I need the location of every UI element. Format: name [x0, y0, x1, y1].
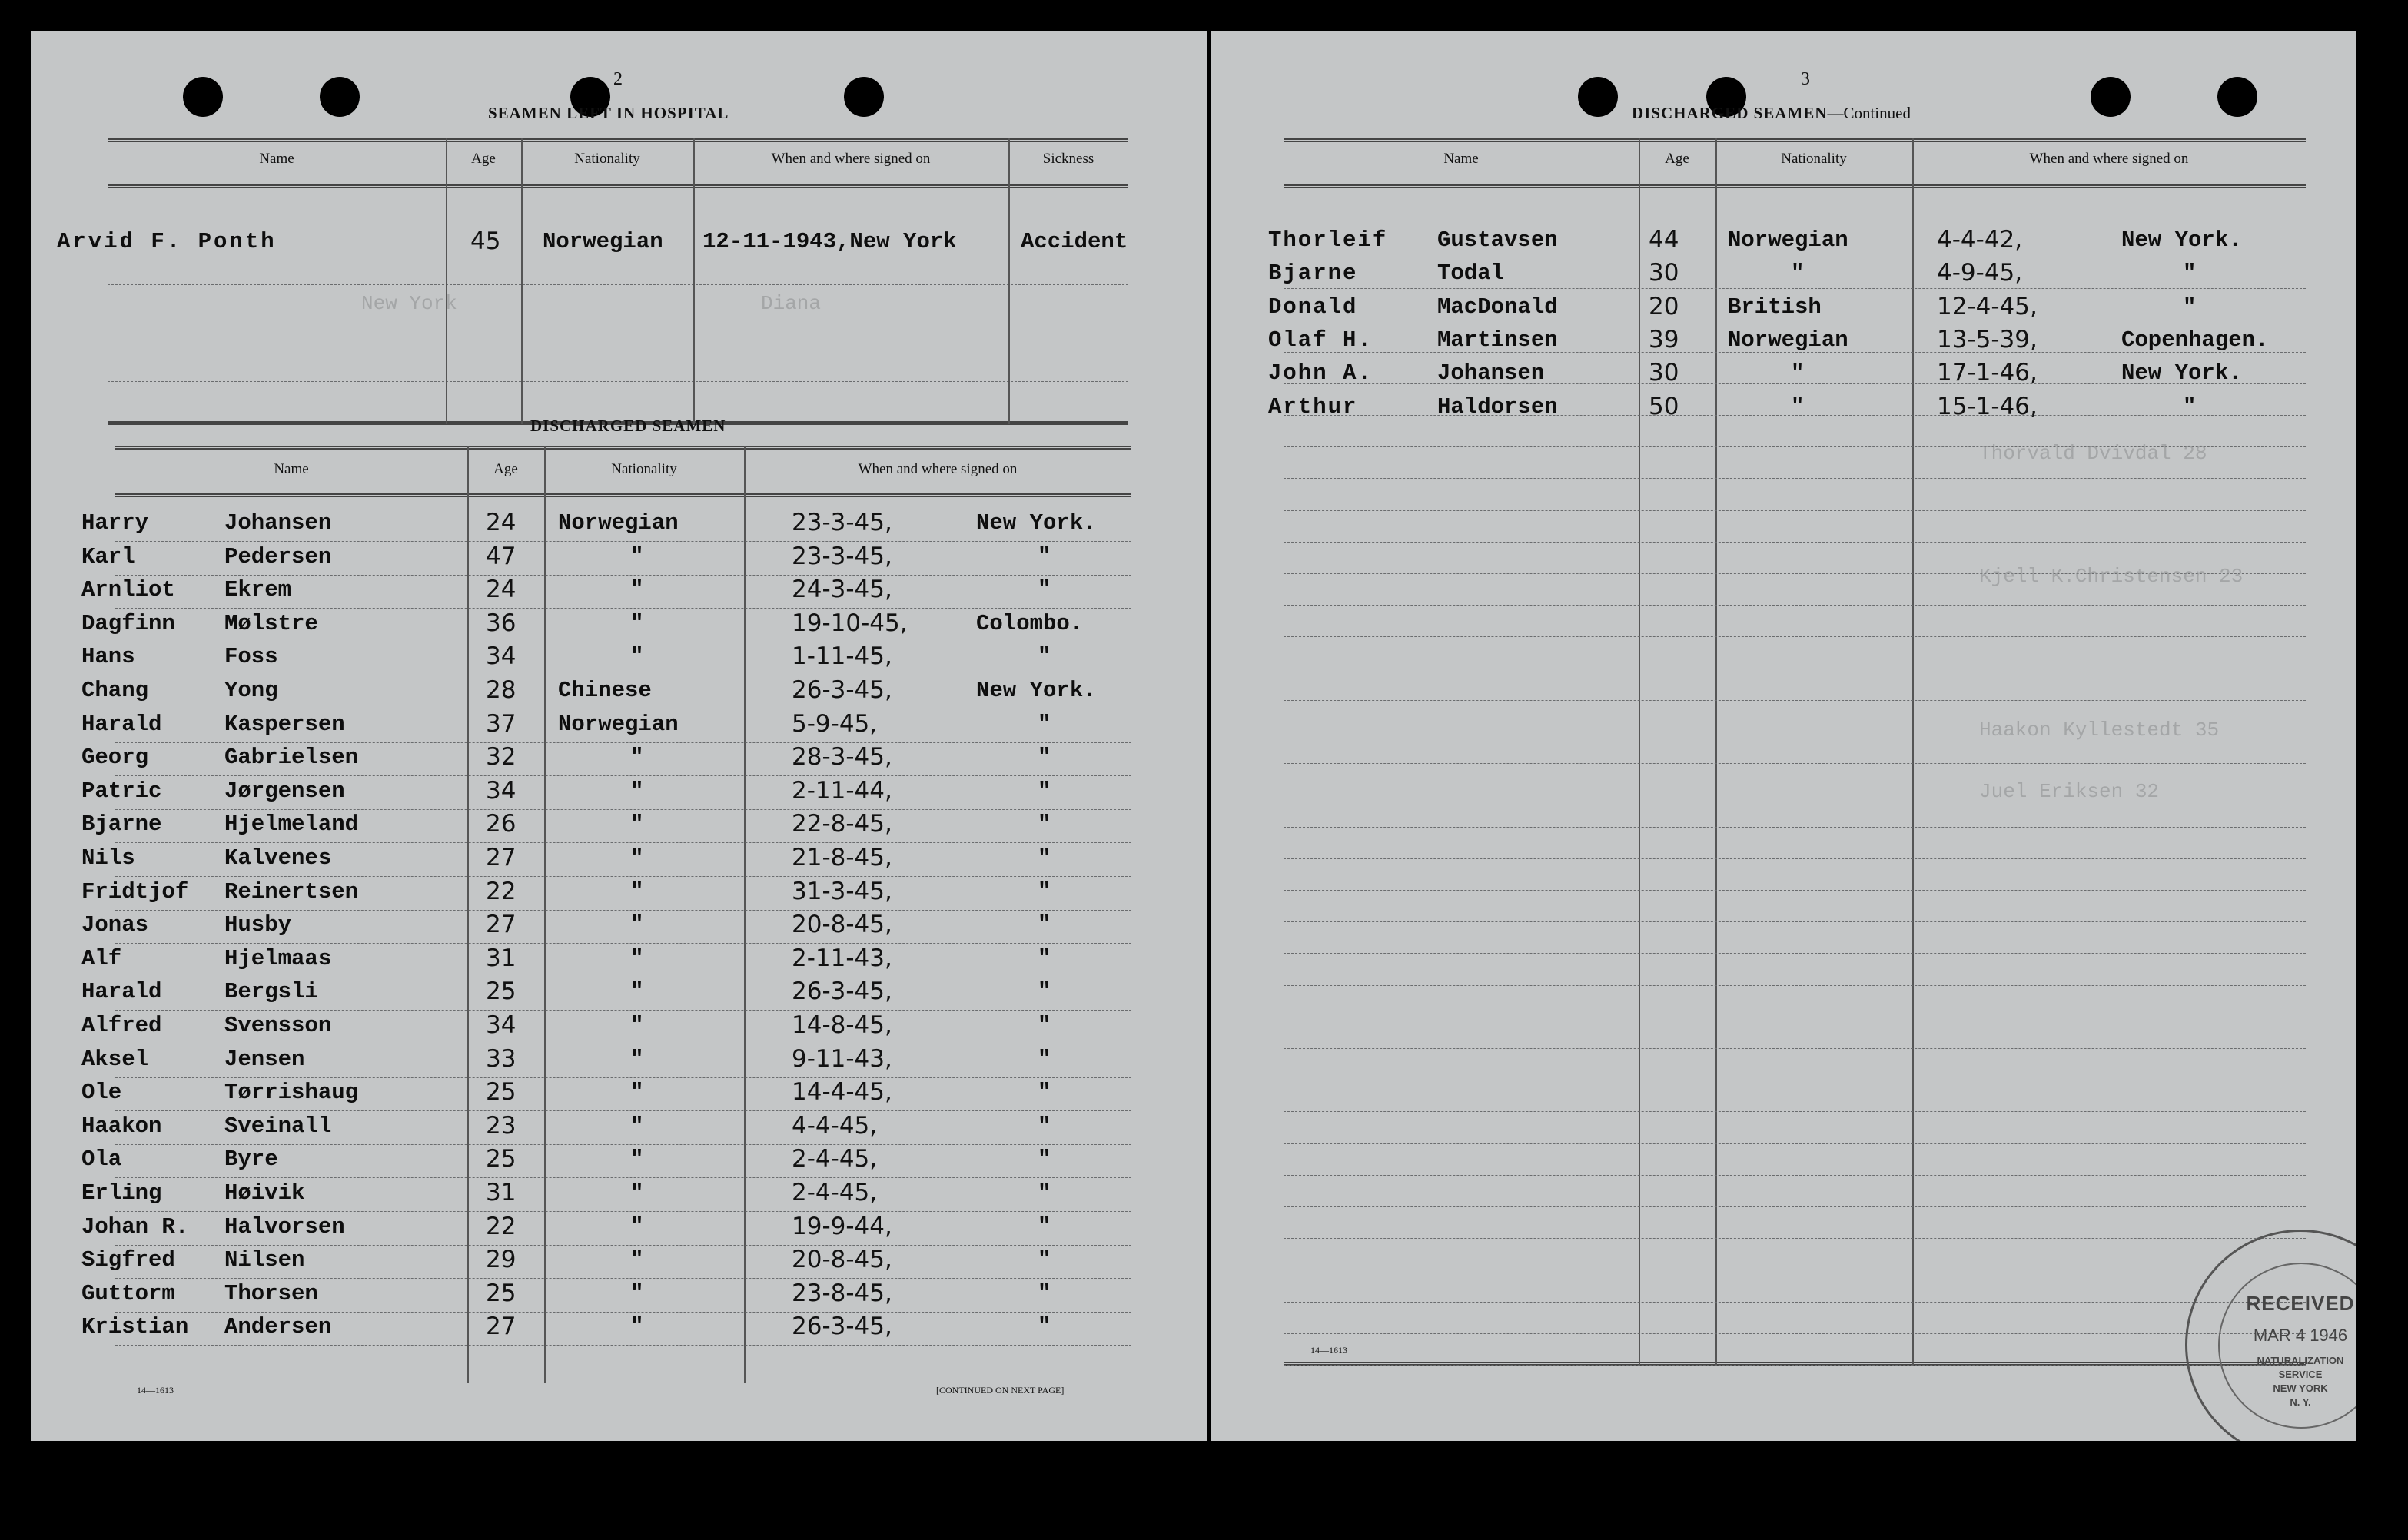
- seaman-first-name: Fridtjof: [81, 878, 189, 904]
- seaman-nationality: ": [630, 577, 644, 603]
- seaman-last-name: Ekrem: [224, 577, 292, 603]
- signed-on-date: 9-11-43,: [792, 1044, 892, 1073]
- stamp-line: NEW YORK: [2273, 1382, 2328, 1394]
- seaman-nationality: ": [630, 745, 644, 771]
- seaman-last-name: Hjelmeland: [224, 811, 359, 838]
- seaman-last-name: Thorsen: [224, 1280, 318, 1306]
- signed-on-place: ": [1038, 711, 1051, 737]
- stamp-date: MAR 4 1946: [2253, 1326, 2348, 1345]
- signed-on-date: 13-5-39,: [1937, 325, 2038, 353]
- seaman-nationality: ": [630, 1113, 644, 1139]
- seaman-last-name: Svensson: [224, 1013, 332, 1038]
- seaman-last-name: Kalvenes: [224, 845, 332, 871]
- signed-on-date: 14-8-45,: [792, 1011, 892, 1039]
- signed-on-place: ": [1038, 878, 1051, 904]
- signed-on-date: 2-11-43,: [792, 944, 892, 972]
- seaman-nationality: ": [1791, 393, 1805, 420]
- seaman-last-name: Jensen: [224, 1046, 305, 1072]
- seaman-last-name: Reinertsen: [224, 878, 359, 904]
- signed-on-place: Copenhagen.: [2121, 327, 2269, 353]
- seaman-age: 47: [486, 542, 516, 570]
- signed-on-place: ": [2183, 294, 2197, 320]
- signed-on-place: ": [1038, 1280, 1051, 1306]
- hospital-col-signed-on: When and where signed on: [771, 151, 931, 167]
- seaman-first-name: Arthur: [1268, 393, 1358, 420]
- seaman-age: 22: [486, 1212, 516, 1240]
- seaman-age: 37: [486, 709, 516, 738]
- signed-on-date: 31-3-45,: [792, 877, 892, 905]
- signed-on-place: ": [1038, 979, 1051, 1005]
- seaman-last-name: Gustavsen: [1437, 227, 1558, 253]
- seaman-nationality: ": [630, 845, 644, 871]
- seaman-age: 26: [486, 810, 516, 838]
- seaman-nationality: ": [630, 1147, 644, 1173]
- seaman-age: 27: [486, 911, 516, 939]
- hospital-heading: SEAMEN LEFT IN HOSPITAL: [488, 104, 729, 122]
- signed-on-date: 4-4-42,: [1937, 226, 2023, 254]
- seaman-nationality: ": [630, 543, 644, 569]
- hospital-col-name: Name: [259, 151, 294, 167]
- seaman-first-name: Harald: [81, 979, 162, 1005]
- hospital-col-nationality: Nationality: [574, 151, 640, 167]
- seaman-first-name: Karl: [81, 543, 135, 569]
- signed-on-date: 20-8-45,: [792, 1246, 892, 1274]
- seaman-last-name: Martinsen: [1437, 327, 1558, 353]
- seaman-age: 27: [486, 844, 516, 871]
- seaman-nationality: Chinese: [558, 678, 652, 703]
- stamp-line: N. Y.: [2290, 1396, 2311, 1408]
- stamp-line: NATURALIZATION: [2257, 1355, 2344, 1366]
- signed-on-date: 4-9-45,: [1937, 259, 2023, 287]
- seaman-age: 33: [486, 1044, 516, 1073]
- seaman-nationality: ": [630, 1180, 644, 1206]
- continued-col-signed-on: When and where signed on: [2029, 151, 2189, 167]
- seaman-age: 25: [486, 1078, 516, 1107]
- signed-on-date: 1-11-45,: [792, 642, 892, 671]
- hospital-sickness: Accident: [1021, 229, 1128, 254]
- seaman-first-name: Nils: [81, 845, 135, 871]
- seaman-last-name: Mølstre: [224, 610, 318, 636]
- seaman-first-name: Sigfred: [81, 1247, 175, 1273]
- seaman-first-name: Arnliot: [81, 577, 175, 603]
- seaman-age: 34: [486, 642, 516, 671]
- seaman-last-name: Tørrishaug: [224, 1080, 359, 1106]
- seaman-nationality: ": [630, 1314, 644, 1340]
- signed-on-date: 15-1-46,: [1937, 392, 2038, 420]
- continued-heading: DISCHARGED SEAMEN—Continued: [1632, 104, 1911, 122]
- seaman-age: 50: [1649, 392, 1679, 420]
- right-page: [1211, 31, 2356, 1441]
- table-row: [1268, 138, 2306, 1366]
- page-number: 3: [1801, 69, 1810, 89]
- signed-on-date: 14-4-45,: [792, 1078, 892, 1107]
- seaman-age: 25: [486, 977, 516, 1006]
- seaman-age: 44: [1649, 226, 1679, 254]
- signed-on-place: ": [1038, 1180, 1051, 1206]
- seaman-age: 22: [486, 877, 516, 905]
- seaman-nationality: ": [630, 979, 644, 1005]
- seaman-age: 30: [1649, 359, 1679, 387]
- seaman-age: 28: [486, 676, 516, 704]
- seaman-first-name: John A.: [1268, 360, 1373, 387]
- discharged-table: [81, 446, 1131, 1383]
- signed-on-date: 21-8-45,: [792, 844, 892, 871]
- seaman-last-name: Nilsen: [224, 1247, 305, 1273]
- hospital-signed-on: 12-11-1943,New York: [702, 229, 957, 254]
- discharged-heading: DISCHARGED SEAMEN: [530, 417, 726, 435]
- left-page: [31, 31, 1207, 1441]
- signed-on-place: ": [1038, 1314, 1051, 1340]
- seaman-age: 36: [486, 609, 516, 637]
- signed-on-place: ": [1038, 811, 1051, 838]
- signed-on-place: ": [1038, 1080, 1051, 1106]
- seaman-first-name: Erling: [81, 1180, 162, 1206]
- signed-on-place: ": [1038, 778, 1051, 804]
- seaman-age: 31: [486, 1179, 516, 1206]
- signed-on-place: ": [1038, 745, 1051, 771]
- seaman-last-name: Jørgensen: [224, 778, 345, 804]
- seaman-nationality: ": [630, 945, 644, 971]
- seaman-age: 23: [486, 1111, 516, 1140]
- seaman-last-name: Bergsli: [224, 979, 318, 1005]
- seaman-last-name: Hjelmaas: [224, 945, 332, 971]
- seaman-last-name: Foss: [224, 644, 278, 670]
- signed-on-place: ": [1038, 1213, 1051, 1240]
- signed-on-date: 23-3-45,: [792, 509, 892, 536]
- seaman-nationality: ": [630, 1280, 644, 1306]
- continued-col-age: Age: [1665, 151, 1689, 167]
- form-number: 14—1613: [1310, 1345, 1347, 1356]
- signed-on-place: New York.: [976, 678, 1097, 703]
- discharged-col-age: Age: [493, 461, 518, 477]
- hospital-col-age: Age: [471, 151, 496, 167]
- discharged-col-signed-on: When and where signed on: [858, 461, 1018, 477]
- seaman-nationality: Norwegian: [1728, 227, 1848, 253]
- seaman-age: 29: [486, 1246, 516, 1274]
- signed-on-place: ": [1038, 945, 1051, 971]
- seaman-first-name: Bjarne: [81, 811, 162, 838]
- seaman-nationality: ": [630, 778, 644, 804]
- seaman-last-name: Kaspersen: [224, 711, 345, 737]
- signed-on-date: 4-4-45,: [792, 1111, 878, 1140]
- signed-on-date: 24-3-45,: [792, 576, 892, 604]
- seaman-last-name: Byre: [224, 1147, 278, 1173]
- signed-on-place: ": [1038, 845, 1051, 871]
- signed-on-place: ": [1038, 543, 1051, 569]
- seaman-age: 31: [486, 944, 516, 972]
- continued-note: [CONTINUED ON NEXT PAGE]: [936, 1385, 1065, 1396]
- page-number: 2: [613, 69, 623, 89]
- seaman-last-name: Haldorsen: [1437, 393, 1558, 420]
- seaman-last-name: Høivik: [224, 1180, 305, 1206]
- signed-on-place: New York.: [976, 510, 1097, 536]
- seaman-first-name: Georg: [81, 745, 149, 771]
- signed-on-place: ": [1038, 644, 1051, 670]
- signed-on-date: 2-4-45,: [792, 1179, 878, 1206]
- signed-on-place: New York.: [2121, 360, 2242, 387]
- seaman-nationality: ": [1791, 360, 1805, 387]
- signed-on-date: 17-1-46,: [1937, 359, 2038, 387]
- seaman-age: 34: [486, 1011, 516, 1039]
- hospital-name: Arvid F. Ponth: [57, 229, 277, 254]
- seaman-age: 20: [1649, 292, 1679, 320]
- punch-hole: [1578, 77, 1618, 117]
- signed-on-date: 2-11-44,: [792, 776, 892, 805]
- seaman-first-name: Thorleif: [1268, 227, 1388, 253]
- seaman-first-name: Olaf H.: [1268, 327, 1373, 353]
- signed-on-date: 23-8-45,: [792, 1279, 892, 1307]
- signed-on-place: ": [1038, 1113, 1051, 1139]
- continued-col-nationality: Nationality: [1781, 151, 1847, 167]
- signed-on-date: 2-4-45,: [792, 1145, 878, 1173]
- hospital-nationality: Norwegian: [543, 229, 663, 254]
- seaman-first-name: Bjarne: [1268, 261, 1358, 287]
- signed-on-place: ": [1038, 577, 1051, 603]
- seaman-first-name: Donald: [1268, 294, 1358, 320]
- signed-on-date: 5-9-45,: [792, 709, 878, 738]
- seaman-age: 25: [486, 1145, 516, 1173]
- seaman-last-name: MacDonald: [1437, 294, 1558, 320]
- punch-hole: [844, 77, 884, 117]
- seaman-age: 30: [1649, 259, 1679, 287]
- seaman-first-name: Guttorm: [81, 1280, 175, 1306]
- signed-on-date: 22-8-45,: [792, 810, 892, 838]
- seaman-first-name: Ole: [81, 1080, 122, 1106]
- punch-hole: [183, 77, 223, 117]
- seaman-first-name: Johan R.: [81, 1213, 189, 1240]
- seaman-first-name: Chang: [81, 678, 149, 703]
- form-number: 14—1613: [137, 1385, 174, 1396]
- seaman-nationality: ": [630, 912, 644, 938]
- seaman-nationality: Norwegian: [558, 711, 679, 737]
- discharged-continued-table: Name Age Nationality When and where signed on Thorleif Gustavsen 44 Norwegian 4-4-42, New York. Bjarne Todal 30 " 4-9-45, " Donald MacDonald 20 British 12-4-45, " Olaf H. Martinsen 39 Norwegian 13-5-39, Copenhagen. John A. Johansen 30 " 17-1-46, New York. Arthur Haldorsen 50 " 15-1-46, " Thorvald Dvivdal 28 Kjell K.Christensen 23 Haakon Kyllestedt 35 Juel Eriksen 32: [1284, 138, 2306, 1366]
- seaman-first-name: Harald: [81, 711, 162, 737]
- seaman-first-name: Haakon: [81, 1113, 162, 1139]
- seaman-age: 27: [486, 1313, 516, 1341]
- signed-on-place: ": [1038, 912, 1051, 938]
- seaman-last-name: Sveinall: [224, 1113, 332, 1139]
- seaman-first-name: Ola: [81, 1147, 122, 1173]
- seaman-nationality: ": [630, 1013, 644, 1038]
- seaman-age: 34: [486, 776, 516, 805]
- seaman-nationality: British: [1728, 294, 1822, 320]
- signed-on-place: ": [1038, 1013, 1051, 1038]
- seaman-first-name: Aksel: [81, 1046, 149, 1072]
- seaman-nationality: Norwegian: [1728, 327, 1848, 353]
- punch-hole: [2091, 77, 2131, 117]
- stamp-line: SERVICE: [2278, 1369, 2323, 1380]
- signed-on-place: ": [1038, 1147, 1051, 1173]
- signed-on-place: ": [2183, 261, 2197, 287]
- seaman-last-name: Gabrielsen: [224, 745, 359, 771]
- seaman-last-name: Husby: [224, 912, 292, 938]
- hospital-table: Name Age Nationality When and where signed on Sickness Arvid F. Ponth 45 Norwegian 12-11-1943,New York Accident New York Diana: [108, 138, 1128, 424]
- seaman-first-name: Kristian: [81, 1314, 189, 1340]
- seaman-age: 39: [1649, 325, 1679, 353]
- seaman-last-name: Pedersen: [224, 543, 332, 569]
- seaman-nationality: ": [630, 610, 644, 636]
- signed-on-place: New York.: [2121, 227, 2242, 253]
- seaman-first-name: Alfred: [81, 1013, 162, 1038]
- signed-on-date: 26-3-45,: [792, 1313, 892, 1341]
- hospital-col-sickness: Sickness: [1042, 151, 1094, 167]
- signed-on-place: ": [1038, 1046, 1051, 1072]
- seaman-nationality: ": [630, 1080, 644, 1106]
- seaman-last-name: Johansen: [1437, 360, 1545, 387]
- seaman-nationality: ": [630, 1213, 644, 1240]
- seaman-nationality: Norwegian: [558, 510, 679, 536]
- seaman-nationality: ": [630, 811, 644, 838]
- seaman-last-name: Yong: [224, 678, 278, 703]
- signed-on-place: Colombo.: [976, 610, 1084, 636]
- seaman-nationality: ": [630, 1046, 644, 1072]
- signed-on-date: 12-4-45,: [1937, 292, 2038, 320]
- seaman-last-name: Johansen: [224, 510, 332, 536]
- seaman-nationality: ": [630, 644, 644, 670]
- signed-on-date: 26-3-45,: [792, 676, 892, 704]
- seaman-nationality: ": [1791, 261, 1805, 287]
- signed-on-date: 28-3-45,: [792, 743, 892, 772]
- discharged-col-nationality: Nationality: [611, 461, 677, 477]
- stamp-received: RECEIVED: [2246, 1292, 2355, 1315]
- signed-on-date: 20-8-45,: [792, 911, 892, 939]
- punch-hole: [2217, 77, 2257, 117]
- signed-on-place: ": [1038, 1247, 1051, 1273]
- seaman-first-name: Patric: [81, 778, 162, 804]
- seaman-first-name: Dagfinn: [81, 610, 175, 636]
- seaman-last-name: Halvorsen: [224, 1213, 345, 1240]
- seaman-age: 32: [486, 743, 516, 772]
- seaman-first-name: Jonas: [81, 912, 149, 938]
- seaman-first-name: Harry: [81, 510, 149, 536]
- signed-on-date: 26-3-45,: [792, 977, 892, 1006]
- seaman-nationality: ": [630, 1247, 644, 1273]
- seaman-first-name: Alf: [81, 945, 122, 971]
- seaman-age: 25: [486, 1279, 516, 1307]
- hospital-age: 45: [470, 227, 501, 255]
- seaman-first-name: Hans: [81, 644, 135, 670]
- punch-hole: [320, 77, 360, 117]
- signed-on-date: 23-3-45,: [792, 542, 892, 570]
- discharged-col-name: Name: [274, 461, 309, 477]
- seaman-last-name: Andersen: [224, 1314, 332, 1340]
- seaman-age: 24: [486, 509, 516, 536]
- seaman-nationality: ": [630, 878, 644, 904]
- continued-col-name: Name: [1443, 151, 1479, 167]
- signed-on-date: 19-10-45,: [792, 609, 908, 637]
- signed-on-place: ": [2183, 393, 2197, 420]
- seaman-age: 24: [486, 576, 516, 604]
- signed-on-date: 19-9-44,: [792, 1212, 892, 1240]
- seaman-last-name: Todal: [1437, 261, 1505, 287]
